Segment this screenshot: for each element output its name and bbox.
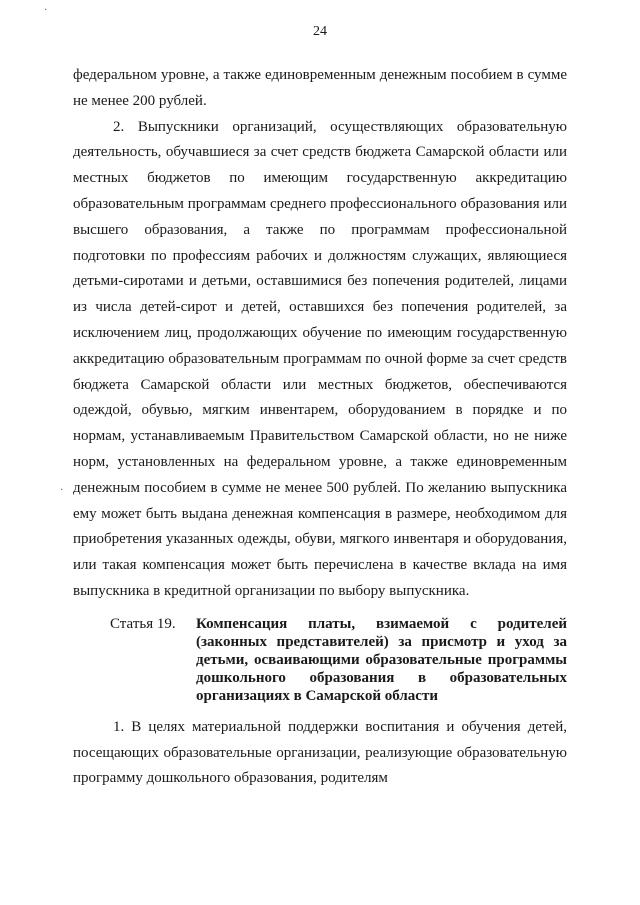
article-heading xyxy=(73,615,567,705)
page-number: 24 xyxy=(313,24,327,39)
scan-mark: · xyxy=(44,5,48,16)
article-title: Компенсация платы, взимаемой с родителей (законных представителей) за присмотр и уход за детьми, осваивающими образовательные программы дошкольного образования в образовательных организациях в Самарской области xyxy=(196,615,567,704)
article-number: Статья 19. xyxy=(110,615,176,632)
paragraph-item-2: 2. Выпускники организаций, осуществляющих образовательную деятельность, обучавшиеся за счет средств бюджета Самарской области или местных бюджетов по имеющим государственную аккредитацию образовательным программам среднего профессионального образования или высшего образования, а также по программам профессиональной подготовки по профессиям рабочих и должностям служащих, являющиеся детьми-сиротами и детьми, оставшимися без попечения родителей, лицами из числа детей-сирот и детей, оставшихся без попечения родителей, за исключением лиц, продолжающих обучение по имеющим государственную аккредитацию образовательным программам по очной форме за счет средств бюджета Самарской области или местных бюджетов, обеспечиваются одеждой, обувью, мягким инвентарем, оборудованием в порядке и по нормам, устанавливаемым Правительством Самарской области, но не ниже норм, установленных на федеральном уровне, а также единовременным денежным пособием в сумме не менее 500 рублей. По желанию выпускника ему может быть выдана денежная компенсация в размере, необходимом для приобретения указанных одежды, обуви, мягкого инвентаря и оборудования, или такая компенсация может быть перечислена в качестве вклада на имя выпускника в кредитной организации по выбору выпускника. xyxy=(73,118,567,599)
paragraph-continuation: федеральном уровне, а также единовременным денежным пособием в сумме не менее 200 рублей. xyxy=(73,67,567,109)
document-body xyxy=(73,63,567,792)
paragraph-item-1: 1. В целях материальной поддержки воспитания и обучения детей, посещающих образовательные организации, реализующие образовательную программу дошкольного образования, родителям xyxy=(73,718,567,787)
scan-mark: · xyxy=(60,485,64,496)
